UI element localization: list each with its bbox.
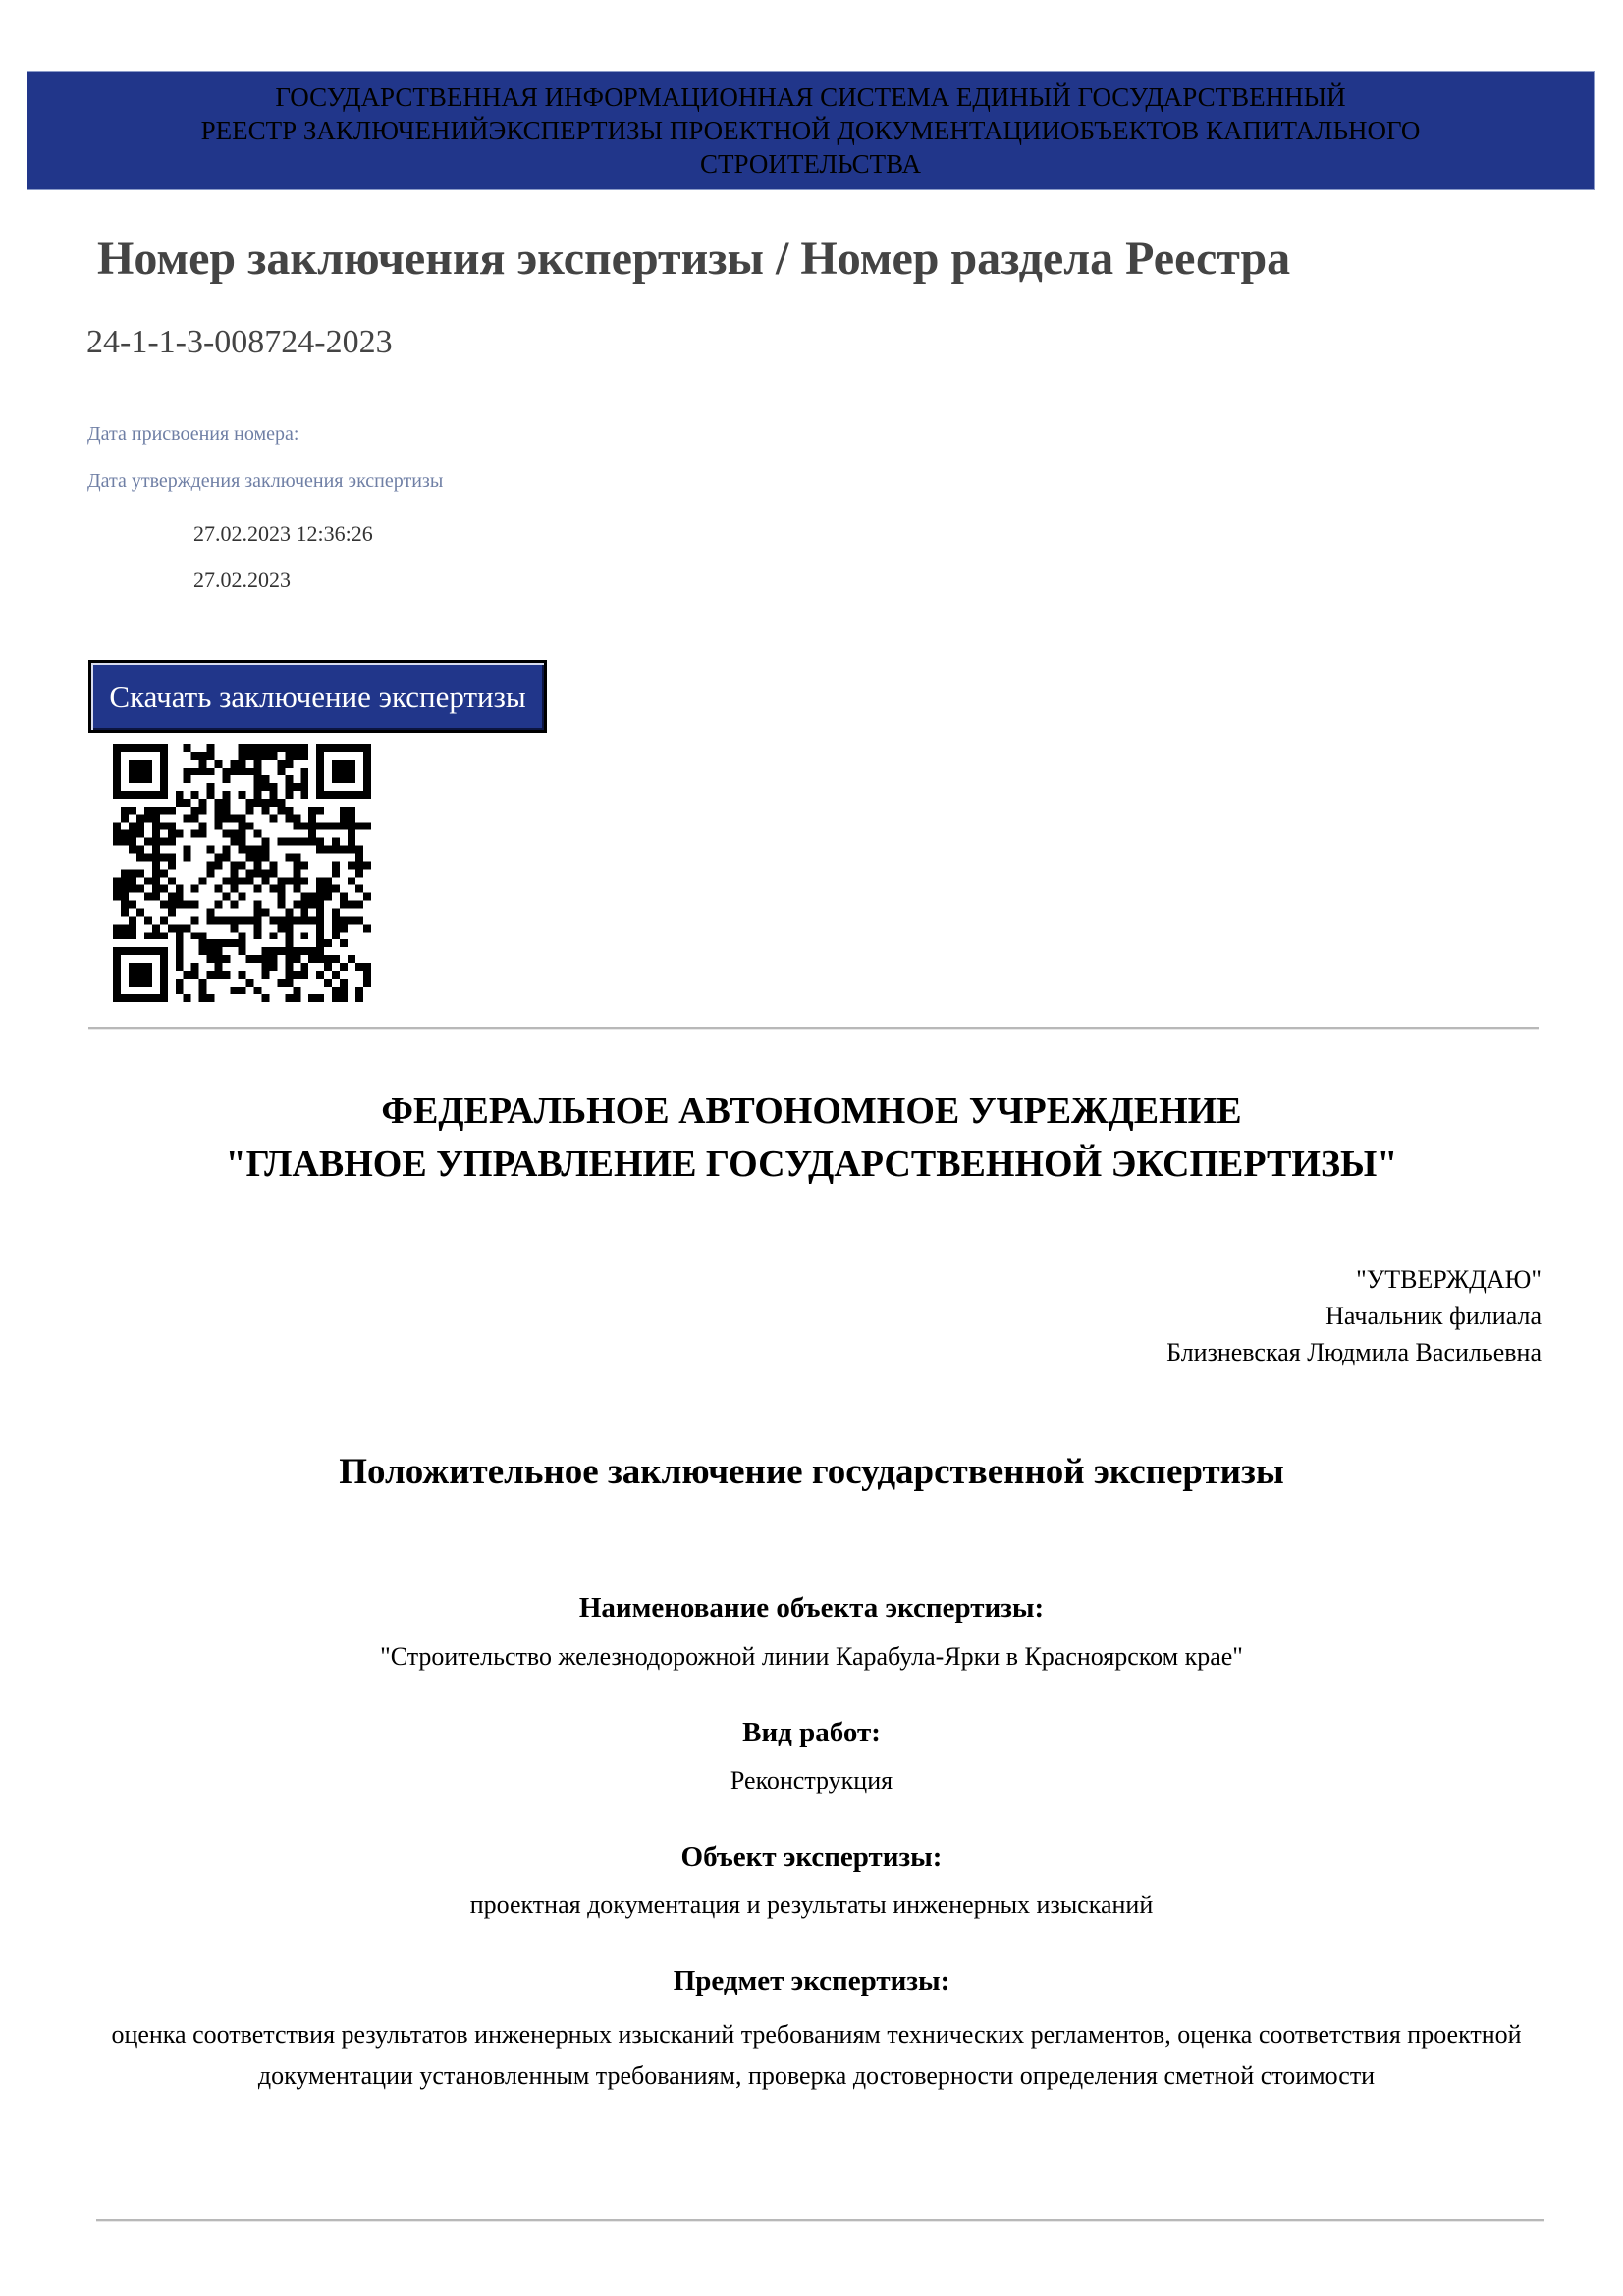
page-title: Номер заключения экспертизы / Номер раздела Реестра bbox=[97, 233, 1291, 285]
divider bbox=[96, 2219, 1544, 2222]
approver-name: Близневская Людмила Васильевна bbox=[1166, 1338, 1542, 1366]
section-value-expertise-subject: оценка соответствия результатов инженерных изысканий требованиям технических регламентов, оценка соответствия проектной документации установленным требованиям, проверка достоверности определения сметной стоимости bbox=[111, 2020, 1522, 2090]
section-value-work-type: Реконструкция bbox=[730, 1766, 893, 1794]
organization-name bbox=[0, 1085, 1623, 1191]
banner-line-1: ГОСУДАРСТВЕННАЯ ИНФОРМАЦИОННАЯ СИСТЕМА ЕДИНЫЙ ГОСУДАРСТВЕННЫЙ bbox=[275, 82, 1346, 112]
section-heading-work-type: Вид работ: bbox=[742, 1717, 881, 1748]
section-heading-object-name: Наименование объекта экспертизы: bbox=[578, 1592, 1045, 1624]
banner-line-2: РЕЕСТР ЗАКЛЮЧЕНИЙЭКСПЕРТИЗЫ ПРОЕКТНОЙ ДОКУМЕНТАЦИИОБЪЕКТОВ КАПИТАЛЬНОГО bbox=[200, 116, 1421, 145]
registry-number: 24-1-1-3-008724-2023 bbox=[86, 324, 393, 360]
organization-line-2: "ГЛАВНОЕ УПРАВЛЕНИЕ ГОСУДАРСТВЕННОЙ ЭКСПЕРТИЗЫ" bbox=[225, 1144, 1398, 1185]
qr-code-icon bbox=[113, 744, 371, 1002]
approve-date-label: Дата утверждения заключения экспертизы bbox=[87, 470, 444, 492]
section-value-object-name: "Строительство железнодорожной линии Карабула-Ярки в Красноярском крае" bbox=[380, 1642, 1243, 1671]
approval-block bbox=[1166, 1261, 1542, 1370]
approver-position: Начальник филиала bbox=[1325, 1302, 1542, 1330]
assign-date-value: 27.02.2023 12:36:26 bbox=[193, 521, 373, 546]
download-conclusion-button[interactable]: Скачать заключение экспертизы bbox=[88, 660, 547, 733]
approve-date-value: 27.02.2023 bbox=[193, 567, 291, 592]
assign-date-label: Дата присвоения номера: bbox=[87, 423, 299, 445]
divider bbox=[88, 1027, 1539, 1030]
section-heading-expertise-object: Объект экспертизы: bbox=[680, 1842, 943, 1873]
approval-stamp: "УТВЕРЖДАЮ" bbox=[1356, 1265, 1542, 1294]
section-heading-expertise-subject: Предмет экспертизы: bbox=[673, 1965, 950, 1997]
section-value-expertise-object: проектная документация и результаты инженерных изысканий bbox=[469, 1891, 1154, 1919]
document-title: Положительное заключение государственной экспертизы bbox=[339, 1452, 1284, 1492]
organization-line-1: ФЕДЕРАЛЬНОЕ АВТОНОМНОЕ УЧРЕЖДЕНИЕ bbox=[381, 1091, 1242, 1132]
registry-banner bbox=[27, 71, 1595, 190]
banner-line-3: СТРОИТЕЛЬСТВА bbox=[700, 149, 921, 179]
